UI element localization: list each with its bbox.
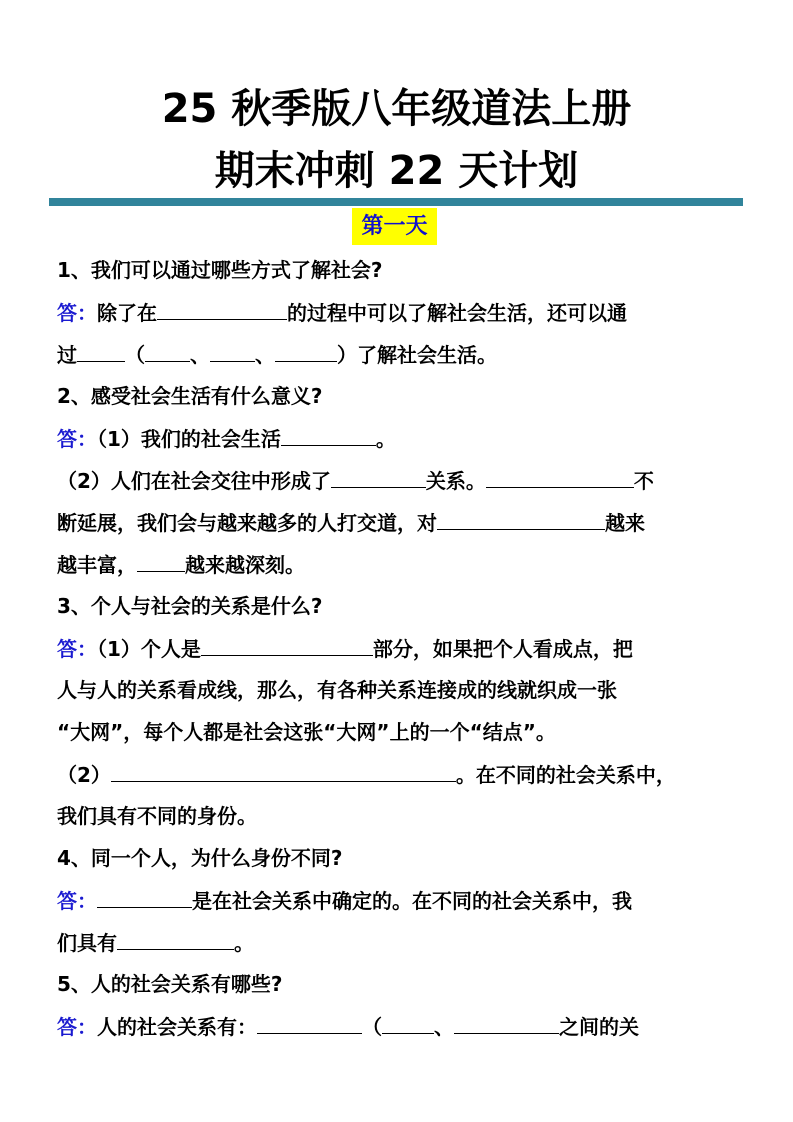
answer-label: 答：: [57, 889, 97, 913]
fill-in-blank[interactable]: [437, 507, 605, 530]
answer-line: [57, 717, 743, 747]
answer-text: 们具有: [57, 931, 117, 955]
fill-in-blank[interactable]: [157, 297, 287, 320]
answer-text: 我们具有不同的身份。: [57, 804, 257, 828]
answer-line: [57, 759, 743, 790]
answer-text: 越来: [605, 511, 645, 535]
fill-in-blank[interactable]: [275, 339, 337, 362]
answer-text: 不: [633, 469, 654, 493]
question-5: 5、人的社会关系有哪些?: [57, 972, 283, 996]
answer-text: （2）: [57, 763, 111, 787]
answer-line: [57, 675, 743, 705]
answer-line: [57, 549, 743, 580]
fill-in-blank[interactable]: [111, 759, 456, 782]
fill-in-blank[interactable]: [281, 423, 376, 446]
answer-text: 、: [434, 1015, 454, 1039]
answer-text: 过: [57, 343, 77, 367]
answer-text: 人的社会关系有：: [97, 1015, 257, 1039]
answer-text: 。在不同的社会关系中，: [455, 763, 676, 787]
answer-text: 、: [190, 343, 210, 367]
answer-text: （1）个人是: [97, 637, 201, 661]
fill-in-blank[interactable]: [257, 1011, 362, 1034]
fill-in-blank[interactable]: [97, 885, 192, 908]
fill-in-blank[interactable]: [331, 465, 426, 488]
fill-in-blank[interactable]: [117, 927, 234, 950]
answer-text: 越丰富，: [57, 553, 137, 577]
fill-in-blank[interactable]: [210, 339, 255, 362]
answer-text: 人与人的关系看成线，那么，有各种关系连接成的线就织成一张: [57, 678, 617, 702]
fill-in-blank[interactable]: [454, 1011, 559, 1034]
answer-line: [57, 339, 743, 370]
answer-line: [57, 297, 743, 328]
answer-text: 。: [234, 931, 254, 955]
answer-text: 是在社会关系中确定的。在不同的社会关系中，我: [192, 889, 632, 913]
answer-text: 。: [375, 427, 396, 451]
answer-text: 的过程中可以了解社会生活，还可以通: [287, 301, 627, 325]
answer-text: 之间的关: [559, 1015, 639, 1039]
answer-text: “大网”，每个人都是社会这张“大网”上的一个“结点”。: [57, 720, 556, 744]
title-line-1: 25 秋季版八年级道法上册: [161, 86, 632, 132]
fill-in-blank[interactable]: [486, 465, 634, 488]
answer-label: 答：: [57, 301, 97, 325]
day-heading: 第一天: [352, 208, 437, 245]
fill-in-blank[interactable]: [77, 339, 125, 362]
answer-text: 越来越深刻。: [185, 553, 305, 577]
answer-line: [57, 423, 743, 454]
answer-label: 答：: [57, 637, 97, 661]
answer-text: 部分，如果把个人看成点，把: [372, 637, 633, 661]
answer-text: 关系。: [425, 469, 486, 493]
answer-text: 除了在: [97, 301, 157, 325]
answer-line: [57, 633, 743, 664]
answer-line: [57, 801, 743, 831]
answer-label: 答：: [57, 427, 97, 451]
question-2: 2、感受社会生活有什么意义?: [57, 384, 323, 408]
answer-text: （: [125, 343, 145, 367]
question-3: 3、个人与社会的关系是什么?: [57, 594, 323, 618]
title-divider: [49, 198, 743, 206]
fill-in-blank[interactable]: [382, 1011, 434, 1034]
fill-in-blank[interactable]: [201, 633, 373, 656]
answer-text: ）了解社会生活。: [337, 343, 497, 367]
title-line-2: 期末冲刺 22 天计划: [214, 148, 579, 194]
fill-in-blank[interactable]: [137, 549, 185, 572]
answer-line: [57, 927, 743, 958]
fill-in-blank[interactable]: [145, 339, 190, 362]
answer-text: （: [362, 1015, 382, 1039]
question-4: 4、同一个人，为什么身份不同?: [57, 846, 343, 870]
answer-line: [57, 1011, 743, 1042]
answer-line: [57, 885, 743, 916]
answer-text: （1）我们的社会生活: [97, 427, 281, 451]
answer-text: （2）人们在社会交往中形成了: [57, 469, 331, 493]
answer-line: [57, 465, 743, 496]
answer-text: 、: [255, 343, 275, 367]
answer-label: 答：: [57, 1015, 97, 1039]
answer-text: 断延展，我们会与越来越多的人打交道，对: [57, 511, 437, 535]
answer-line: [57, 507, 743, 538]
question-1: 1、我们可以通过哪些方式了解社会?: [57, 258, 383, 282]
